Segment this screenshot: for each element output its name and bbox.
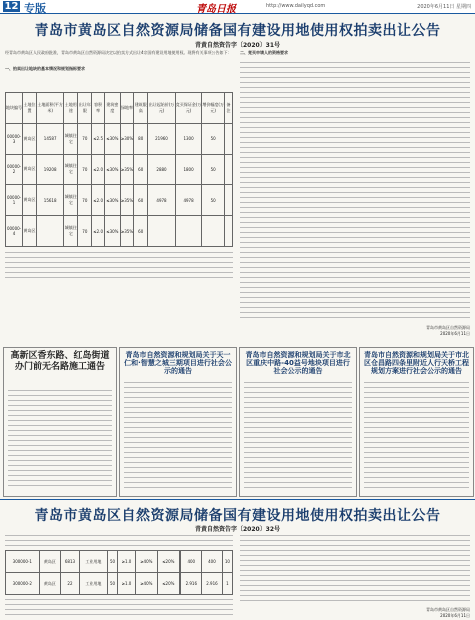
table-header-cell: 出让年限 xyxy=(78,93,92,124)
table-cell: 4978 xyxy=(148,185,175,216)
table-cell: 黄岛区 xyxy=(23,154,37,185)
table-header-cell: 建筑限高 xyxy=(134,93,148,124)
table-cell: ≤30% xyxy=(104,185,120,216)
table-cell: 50 xyxy=(107,551,117,573)
page-header xyxy=(0,0,475,14)
notice1-land-table xyxy=(5,92,233,247)
table-cell: ≥40% xyxy=(135,551,157,573)
table-cell: ≤30% xyxy=(104,154,120,185)
table-cell: 70 xyxy=(78,216,92,247)
table-cell: 50 xyxy=(202,123,225,154)
table-cell: 1300 xyxy=(175,123,202,154)
table-cell: 00000-3 xyxy=(6,123,23,154)
table-cell: 60 xyxy=(134,216,148,247)
table-cell: ≥35% xyxy=(120,216,133,247)
table-cell: 2880 xyxy=(148,154,175,185)
table-cell: 14587 xyxy=(36,123,63,154)
table-cell: ≤30% xyxy=(104,123,120,154)
table-cell: ≤2.0 xyxy=(92,216,104,247)
table-cell: 50 xyxy=(202,154,225,185)
table-cell: ≥30% xyxy=(120,123,133,154)
table-cell: 00000-2 xyxy=(6,154,23,185)
table-header-cell: 容积率 xyxy=(92,93,104,124)
newspaper-logo: 青岛日报 xyxy=(196,4,236,15)
box1-title: 高新区香东路、红岛街道办门前无名路施工通告 xyxy=(10,351,110,372)
table-cell: ≥35% xyxy=(120,185,133,216)
notice2-signature-date: 2020年6月11日 xyxy=(440,613,470,618)
table-cell: 19208 xyxy=(36,154,63,185)
table-cell xyxy=(175,216,202,247)
table-cell xyxy=(148,216,175,247)
table-cell xyxy=(224,123,232,154)
table-cell: ≥1.0 xyxy=(118,573,136,595)
table-cell: 6813 xyxy=(61,551,80,573)
table-cell: 22 xyxy=(61,573,80,595)
notice1-signature-date: 2020年6月11日 xyxy=(440,331,470,336)
table-cell: 70 xyxy=(78,123,92,154)
notice1-signature: 青岛市黄岛区自然资源局 xyxy=(426,325,470,330)
table-header-cell: 地块编号 xyxy=(6,93,23,124)
notice2-subtitle: 青黄自然资告字〔2020〕32号 xyxy=(194,526,281,533)
table-row xyxy=(6,123,233,154)
table-cell: ≥40% xyxy=(135,573,157,595)
table-cell: 城镇住宅 xyxy=(64,123,78,154)
notice2-land-table xyxy=(5,550,233,595)
table-cell: 城镇住宅 xyxy=(64,154,78,185)
table-cell: 10 xyxy=(222,551,232,573)
table-cell: 4978 xyxy=(175,185,202,216)
table-cell: 2.916 xyxy=(181,573,202,595)
table-header-cell: 备注 xyxy=(224,93,232,124)
table-row xyxy=(6,216,233,247)
table-header-cell: 土地用途 xyxy=(64,93,78,124)
table-cell: 2.916 xyxy=(202,573,223,595)
table-cell: 工业用地 xyxy=(79,573,107,595)
table-cell: 70 xyxy=(78,154,92,185)
table-cell xyxy=(202,216,225,247)
table-cell: 400 xyxy=(181,551,202,573)
table-header-cell: 竞买保证金(万元) xyxy=(175,93,202,124)
table-header-row xyxy=(6,93,233,124)
table-cell: ≤2.5 xyxy=(92,123,104,154)
table-row xyxy=(6,573,233,595)
table-cell xyxy=(224,185,232,216)
table-cell: ≤20% xyxy=(157,573,179,595)
box-road-construction xyxy=(3,347,117,497)
table-cell: ≤20% xyxy=(157,551,179,573)
notice1-subtitle: 青黄自然资告字〔2020〕31号 xyxy=(194,42,281,49)
notice2-signature: 青岛市黄岛区自然资源局 xyxy=(426,607,470,612)
table-cell: 80 xyxy=(134,123,148,154)
table-header-cell: 建筑密度 xyxy=(104,93,120,124)
table-cell xyxy=(224,154,232,185)
notice1-section-right: 二、竞买申请人的资格要求 xyxy=(240,50,288,55)
box-tianyi-project xyxy=(119,347,237,497)
table-cell: ≤2.0 xyxy=(92,154,104,185)
table-cell: ≤2.0 xyxy=(92,185,104,216)
box-chongqing-road-project xyxy=(239,347,357,497)
table-row xyxy=(6,551,233,573)
table-row xyxy=(6,154,233,185)
table-cell: 400 xyxy=(202,551,223,573)
notice1-left-body xyxy=(5,250,233,280)
table-cell: 黄岛区 xyxy=(39,551,61,573)
table-cell: 黄岛区 xyxy=(23,185,37,216)
table-cell: 00000-4 xyxy=(6,216,23,247)
box3-title: 青岛市自然资源和规划局关于市北区重庆中路-40益号地块项目进行社会公示的通告 xyxy=(245,351,351,375)
table-row xyxy=(6,185,233,216)
section-name: 专版 xyxy=(24,2,46,15)
table-cell: ≤30% xyxy=(104,216,120,247)
box4-title: 青岛市自然资源和规划局关于市北区仓昌路四条里附近人行天桥工程规划方案进行社会公示的通告 xyxy=(364,351,469,375)
table-cell: 1800 xyxy=(175,154,202,185)
table-cell: 21960 xyxy=(148,123,175,154)
issue-date: 2020年6月11日 星期四 xyxy=(417,4,471,10)
box2-title: 青岛市自然资源和规划局关于天一仁和·智慧之城三期项目进行社会公示的通告 xyxy=(124,351,232,375)
table-header-cell: 绿地率 xyxy=(120,93,133,124)
table-cell: 1 xyxy=(222,573,232,595)
table-header-cell: 增价幅度(万元) xyxy=(202,93,225,124)
table-cell: ≥35% xyxy=(120,154,133,185)
table-cell: 城镇住宅 xyxy=(64,185,78,216)
website-url[interactable]: http://www.dailyqd.com xyxy=(266,3,326,9)
table-cell: 黄岛区 xyxy=(23,123,37,154)
table-cell xyxy=(36,216,63,247)
notice1-intro: 经青岛市黄岛区人民政府批准，青岛市黄岛区自然资源局决定以拍卖方式出让4宗国有建设用地使用权。现将有关事项公告如下： xyxy=(5,50,232,55)
table-cell: 50 xyxy=(107,573,117,595)
table-cell: 50 xyxy=(202,185,225,216)
table-header-cell: 土地面积(平方米) xyxy=(36,93,63,124)
notice1-section1: 一、拍卖出让地块的基本情况和规划指标要求 xyxy=(5,66,85,71)
divider xyxy=(0,499,475,500)
table-cell: 15618 xyxy=(36,185,63,216)
table-cell: 黄岛区 xyxy=(39,573,61,595)
table-header-cell: 出让起始价(万元) xyxy=(148,93,175,124)
table-cell xyxy=(224,216,232,247)
table-cell: 300000-2 xyxy=(6,573,40,595)
box-footbridge-project xyxy=(359,347,474,497)
notice2-right-body xyxy=(240,533,470,605)
table-cell: 城镇住宅 xyxy=(64,216,78,247)
table-cell: ≥1.0 xyxy=(118,551,136,573)
table-cell: 60 xyxy=(134,185,148,216)
table-cell: 60 xyxy=(134,154,148,185)
table-cell: 70 xyxy=(78,185,92,216)
table-cell: 00000-1 xyxy=(6,185,23,216)
notice1-title: 青岛市黄岛区自然资源局储备国有建设用地使用权拍卖出让公告 xyxy=(34,23,441,39)
page-number: 12 xyxy=(4,1,19,12)
table-cell: 黄岛区 xyxy=(23,216,37,247)
notice2-title: 青岛市黄岛区自然资源局储备国有建设用地使用权拍卖出让公告 xyxy=(34,508,441,524)
table-cell: 300000-1 xyxy=(6,551,40,573)
notice1-right-body xyxy=(240,60,470,320)
table-header-cell: 土地位置 xyxy=(23,93,37,124)
table-cell: 工业用地 xyxy=(79,551,107,573)
